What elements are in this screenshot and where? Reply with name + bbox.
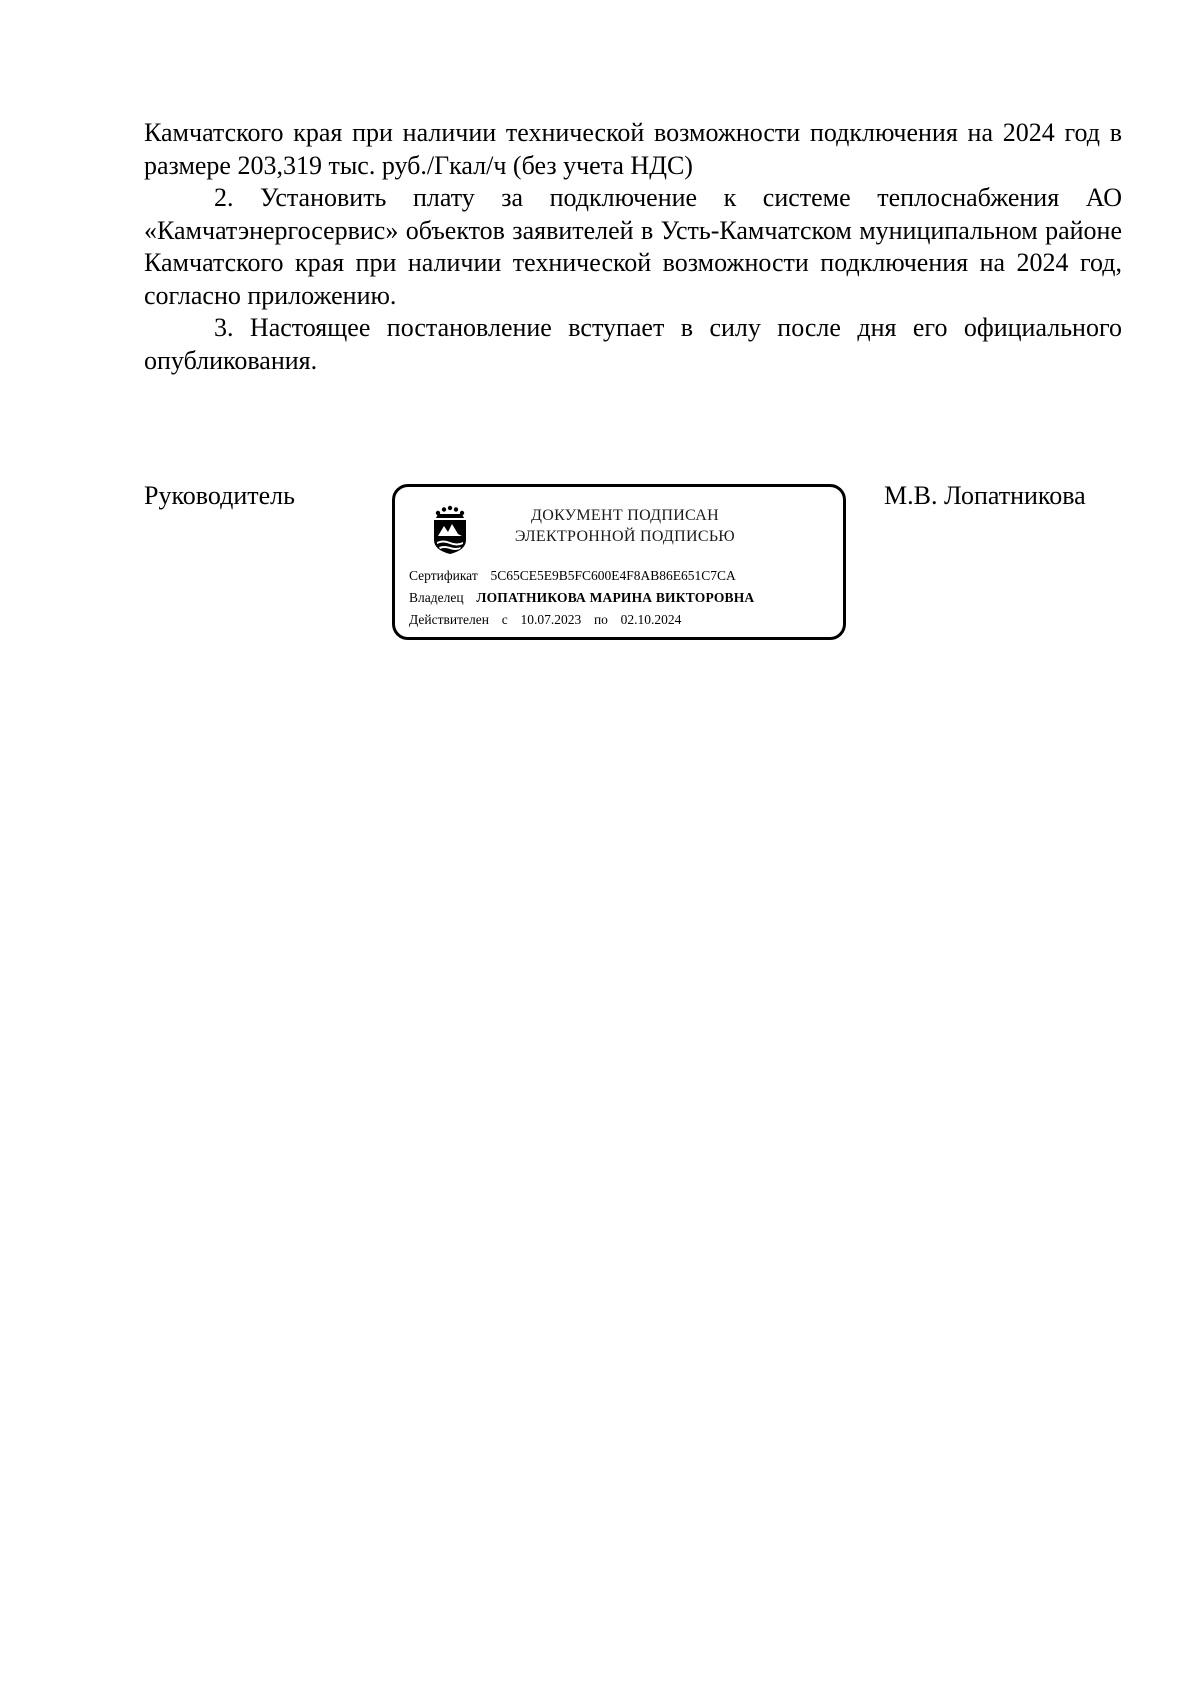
- kamchatka-emblem-icon: [430, 504, 470, 556]
- valid-from-date: 10.07.2023: [520, 612, 582, 627]
- valid-to-date: 02.10.2024: [620, 612, 682, 627]
- certificate-value: 5C65CE5E9B5FC600E4F8AB86E651C7CA: [490, 568, 736, 583]
- stamp-header-line2: ЭЛЕКТРОННОЙ ПОДПИСЬЮ: [514, 528, 736, 545]
- stamp-header-line1: ДОКУМЕНТ ПОДПИСАН: [531, 507, 719, 524]
- certificate-line: [409, 565, 839, 587]
- owner-line: [409, 587, 839, 609]
- valid-to-label: по: [593, 612, 608, 627]
- stamp-header: [485, 505, 765, 547]
- paragraph-item-2: 2. Установить плату за подключение к системе теплоснабжения АО «Камчатэнергосервис» объектов заявителей в Усть-Камчатском муниципальном районе Камчатского края при наличии технической возможности подключения на 2024 год, согласно приложению.: [144, 183, 1122, 310]
- document-body: [144, 117, 1122, 377]
- owner-label: Владелец: [409, 590, 464, 605]
- paragraph-continuation: Камчатского края при наличии технической возможности подключения на 2024 год в размере 203,319 тыс. руб./Гкал/ч (без учета НДС): [144, 118, 1122, 180]
- valid-label: Действителен: [409, 612, 489, 627]
- stamp-details: [409, 565, 839, 631]
- valid-from-label: с: [501, 612, 508, 627]
- owner-value: ЛОПАТНИКОВА МАРИНА ВИКТОРОВНА: [476, 590, 755, 605]
- validity-line: [409, 609, 839, 631]
- electronic-signature-stamp: [392, 484, 846, 640]
- paragraph-item-3: 3. Настоящее постановление вступает в силу после дня его официального опубликования.: [144, 313, 1122, 375]
- certificate-label: Сертификат: [409, 568, 478, 583]
- signature-name: М.В. Лопатникова: [884, 481, 1086, 510]
- signature-role: Руководитель: [144, 481, 295, 510]
